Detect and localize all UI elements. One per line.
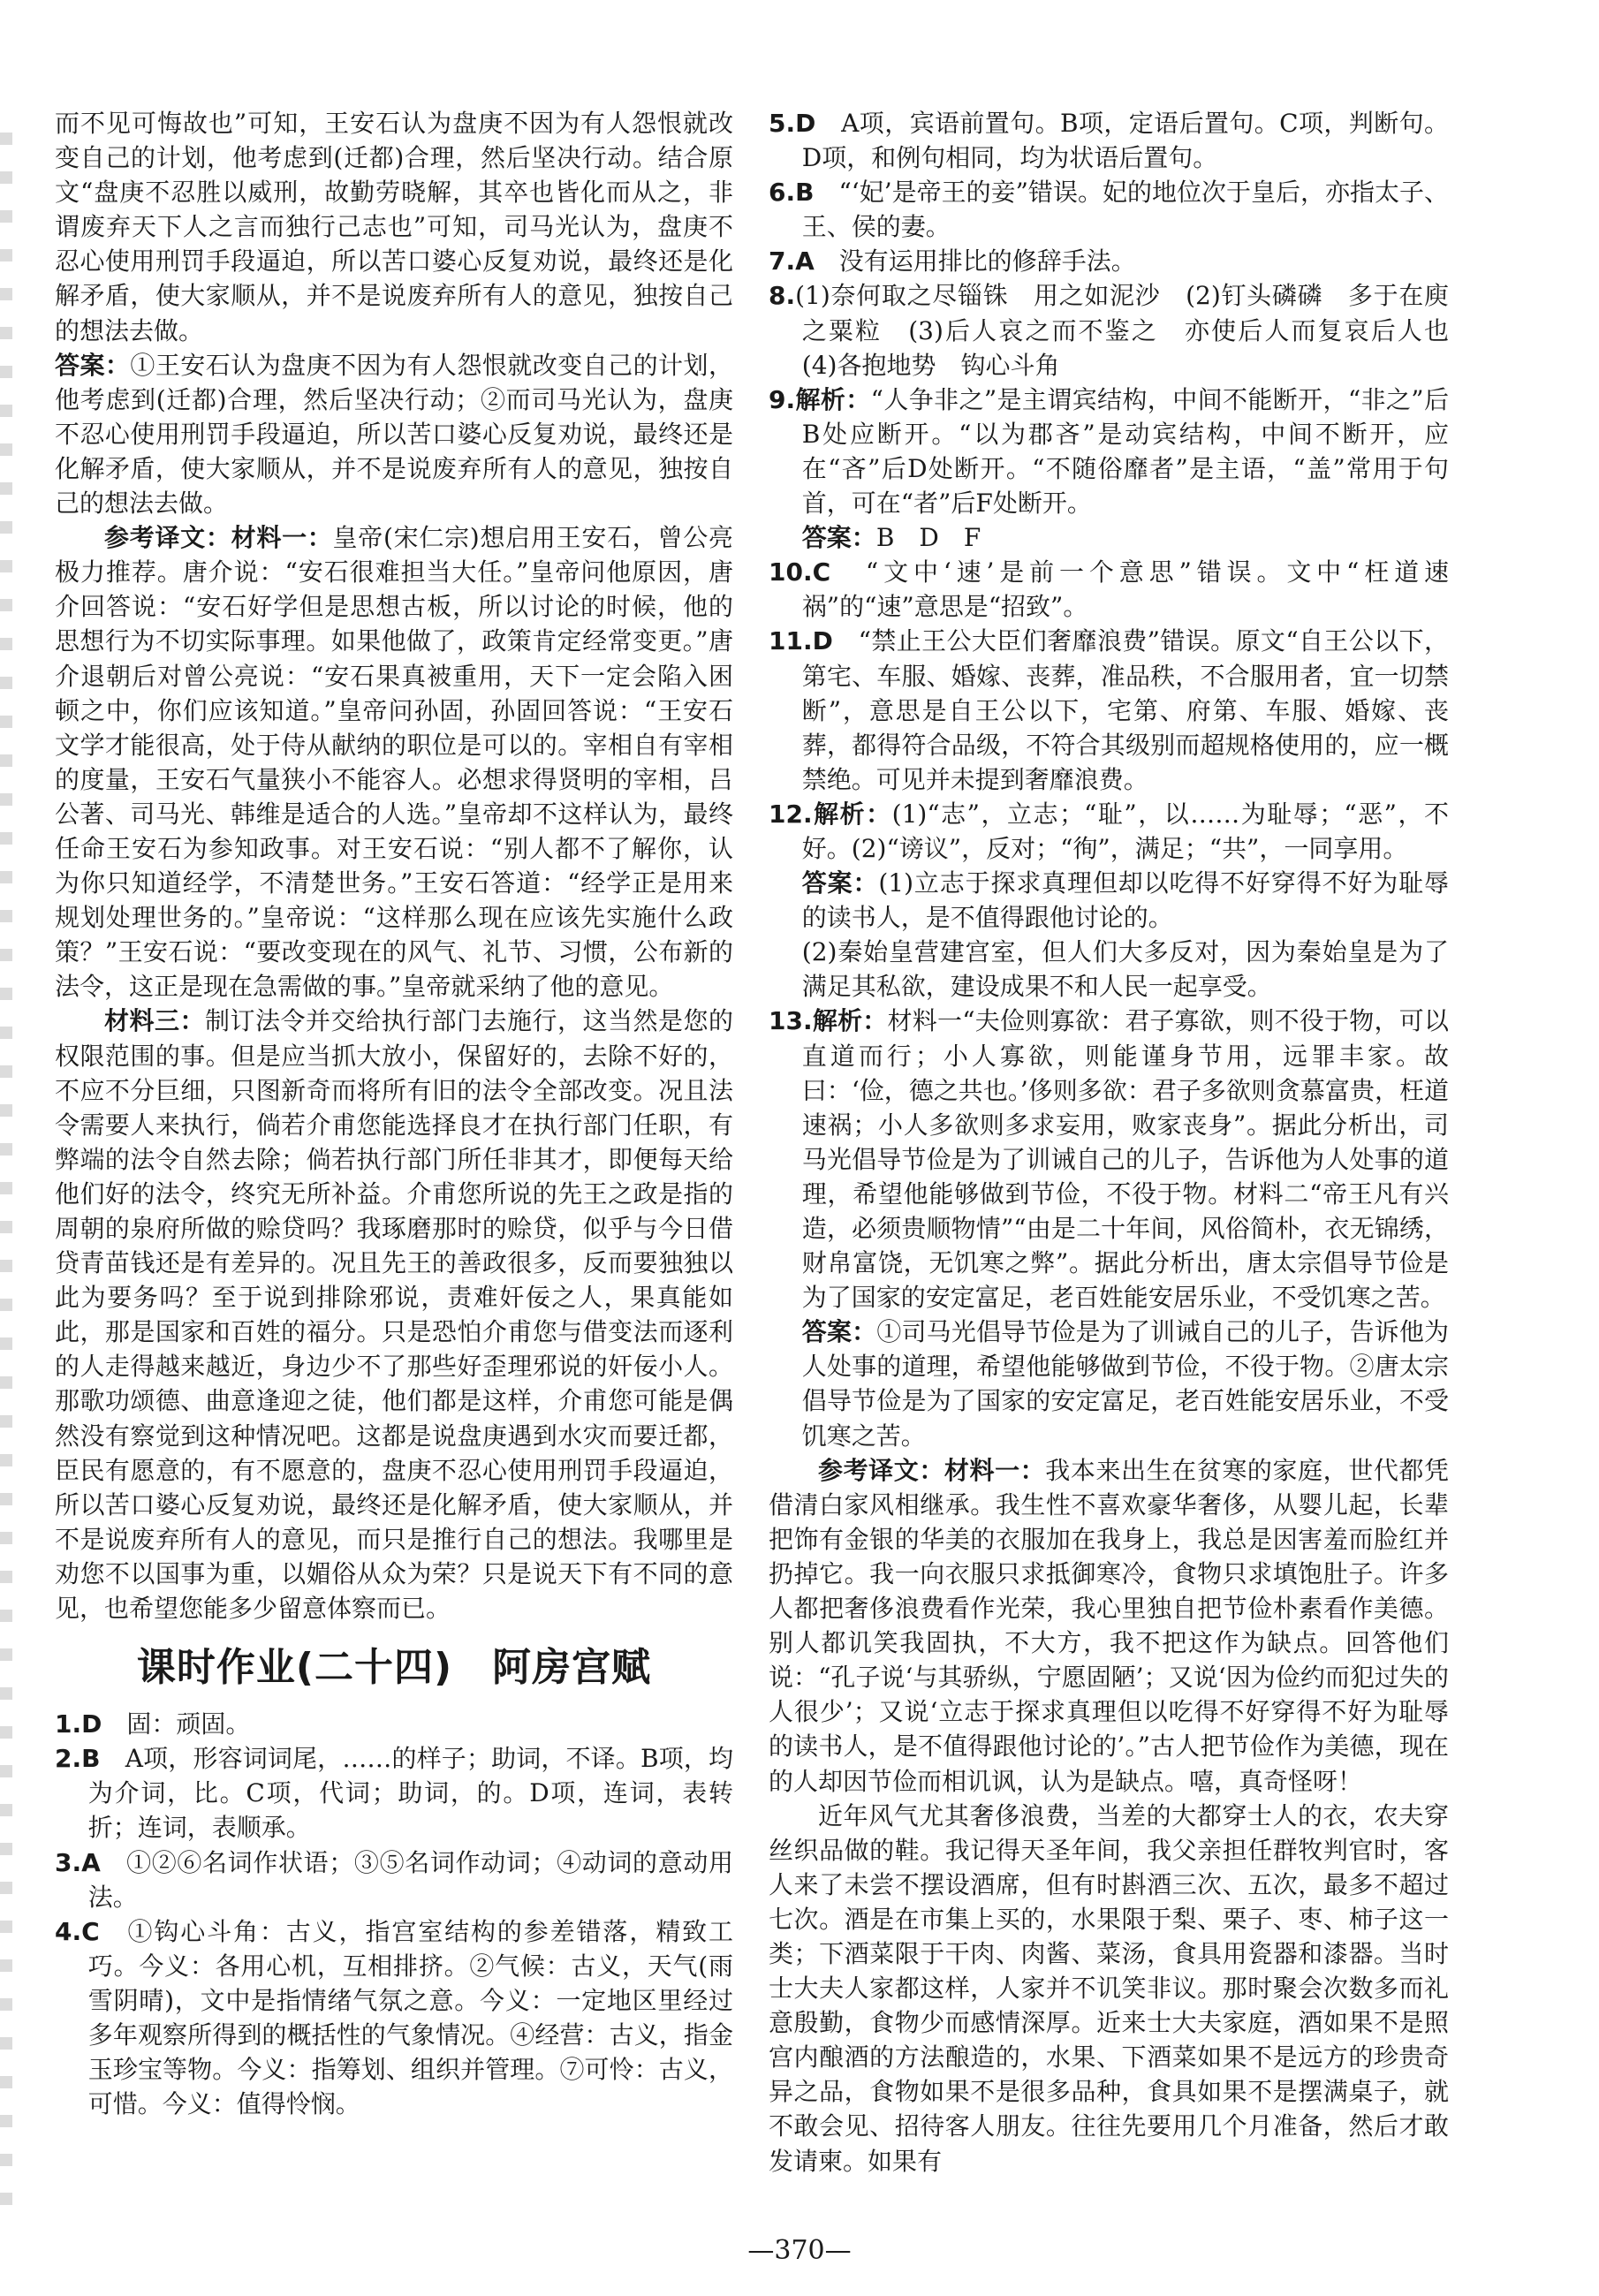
answer-label: 答案： — [801, 523, 876, 553]
question-item-6 — [769, 175, 1449, 244]
material3-label: 材料三： — [104, 1006, 205, 1036]
item-text: 固：顽固。 — [102, 1709, 251, 1739]
question-item-10 — [769, 555, 1449, 624]
analysis-label: 解析： — [795, 384, 871, 414]
item-text: “人争非之”是主谓宾结构，中间不能断开，“非之”后B处应断开。“以为郡吝”是动宾结构，中间不断开，应在“吝”后D处断开。“不随俗靡者”是主语，“盖”常用于句首，可在“者”后F处断开。 — [801, 384, 1449, 519]
item-text: 没有运用排比的修辞手法。 — [814, 246, 1136, 277]
item-number: 13. — [769, 1006, 813, 1036]
question-item — [55, 1845, 733, 1914]
answer-line — [769, 866, 1449, 935]
item-text: “‘妃’是帝王的妾”错误。妃的地位次于皇后，亦指太子、王、侯的妻。 — [801, 178, 1449, 242]
question-item-5 — [769, 106, 1449, 175]
item-number: 12. — [769, 799, 813, 829]
translation-text: 我本来出生在贫寒的家庭，世代都凭借清白家风相继承。我生性不喜欢豪华奢侈，从婴儿起，长辈把饰有金银的华美的衣服加在我身上，我总是因害羞而脸红并扔掉它。我一向衣服只求抵御寒冷，食物只求填饱肚子。许多人都把奢侈浪费看作光荣，我心里独自把节俭朴素看作美德。别人都讥笑我固执，不大方，我不把这作为缺点。回答他们说：“孔子说‘与其骄纵，宁愿固陋’；又说‘因为俭约而犯过失的人很少’；又说‘立志于探求真理但以吃得不好穿得不好为耻辱的读书人，是不值得跟他讨论的’。”古人把节俭作为美德，现在的人却因节俭而相讥讽，认为是缺点。嘻，真奇怪呀！ — [769, 1455, 1449, 1796]
answer-label: 答案： — [55, 350, 131, 380]
item-text: A项，形容词词尾，……的样子；助词，不译。B项，均为介词，比。C项，代词；助词，的。D项，连词，表转折；连词，表顺承。 — [87, 1744, 733, 1843]
item-number: 4.C — [55, 1916, 100, 1946]
item-text: ①钩心斗角：古义，指宫室结构的参差错落，精致工巧。今义：各用心机，互相排挤。②气候：古义，天气(雨雪阴晴)，文中是指情绪气氛之意。今义：一定地区里经过多年观察所得到的概括性的气象情况。④经营：古义，指金玉珍宝等物。今义：指筹划、组织并管理。⑦可怜：古义，可惜。今义：值得怜悯。 — [87, 1916, 733, 2119]
page-number: —370— — [747, 2235, 852, 2266]
left-column — [55, 106, 733, 2121]
question-item — [55, 1741, 733, 1845]
translation-text: 皇帝(宋仁宗)想启用王安石，曾公亮极力推荐。唐介说：“安石很难担当大任。”皇帝问他原因，唐介回答说：“安石好学但是思想古板，所以讨论的时候，他的思想行为不切实际事理。如果他做了，政策肯定经常变更。”唐介退朝后对曾公亮说：“安石果真被重用，天下一定会陷入困顿之中，你们应该知道。”皇帝问孙固，孙固回答说：“王安石文学才能很高，处于侍从献纳的职位是可以的。宰相自有宰相的度量，王安石气量狭小不能容人。必想求得贤明的宰相，吕公著、司马光、韩维是适合的人选。”皇帝却不这样认为，最终任命王安石为参知政事。对王安石说：“别人都不了解你，认为你只知道经学，不清楚世务。”王安石答道：“经学正是用来规划处理世务的。”皇帝说：“这样那么现在应该先实施什么政策？”王安石说：“要改变现在的风气、礼节、习惯，公布新的法令，这正是现在急需做的事。”皇帝就采纳了他的意见。 — [55, 523, 733, 1002]
material3-paragraph — [55, 1004, 733, 1625]
question-item — [55, 1707, 733, 1741]
question-item-7 — [769, 244, 1449, 278]
answer-label: 答案： — [801, 1317, 877, 1347]
question-item-8 — [769, 278, 1474, 382]
analysis-label: 解析： — [812, 1006, 888, 1036]
question-item-11 — [769, 624, 1449, 796]
item-number: 3.A — [55, 1847, 101, 1877]
item-number: 6.B — [769, 178, 815, 208]
item-number: 11.D — [769, 626, 833, 656]
question-item-13 — [769, 1004, 1449, 1315]
spine-shadow — [0, 106, 12, 2209]
item-text: (1)“志”，立志；“耻”，以……为耻辱；“恶”，不好。(2)“谤议”，反对；“徇”，满足；“共”，一同享用。 — [801, 799, 1449, 863]
item-number: 1.D — [55, 1709, 102, 1739]
answer-line — [769, 1315, 1449, 1452]
translation-paragraph-2: 近年风气尤其奢侈浪费，当差的大都穿士人的衣，农夫穿丝织品做的鞋。我记得天圣年间，我父亲担任群牧判官时，客人来了未尝不摆设酒席，但有时斟酒三次、五次，最多不超过七次。酒是在市集上买的，水果限于梨、栗子、枣、柿子这一类；下酒菜限于干肉、肉酱、菜汤，食具用瓷器和漆器。当时士大夫人家都这样，人家并不讥笑非议。那时聚会次数多而礼意殷勤，食物少而感情深厚。近来士大夫家庭，酒如果不是照宫内酿酒的方法酿造的，水果、下酒菜如果不是远方的珍贵奇异之品，食物如果不是很多品种，食具如果不是摆满桌子，就不敢会见、招待客人朋友。往往先要用几个月准备，然后才敢发请柬。如果有 — [769, 1800, 1449, 2176]
answer-line — [769, 520, 1449, 555]
material3-text: 制订法令并交给执行部门去施行，这当然是您的权限范围的事。但是应当抓大放小，保留好的，去除不好的，不应不分巨细，只图新奇而将所有旧的法令全部改变。况且法令需要人来执行，倘若介甫您能选择良才在执行部门任职，有弊端的法令自然去除；倘若执行部门所任非其才，即便每天给他们好的法令，终究无所补益。介甫您所说的先王之政是指的周朝的泉府所做的赊贷吗？我琢磨那时的赊贷，似乎与今日借贷青苗钱还是有差异的。况且先王的善政很多，反而要独独以此为要务吗？至于说到排除邪说，责难奸佞之人，果真能如此，那是国家和百姓的福分。只是恐怕介甫您与借变法而逐利的人走得越来越近，身边少不了那些好歪理邪说的奸佞小人。那歌功颂德、曲意逢迎之徒，他们都是这样，介甫您可能是偶然没有察觉到这种情况吧。这都是说盘庚遇到水灾而要迁都，臣民有愿意的，有不愿意的，盘庚不忍心使用刑罚手段逼迫，所以苦口婆心反复劝说，最终还是化解矛盾，使大家顺从，并不是说废弃所有人的意见，而只是推行自己的想法。我哪里是劝您不以国事为重，以媚俗从众为荣？只是说天下有不同的意见，也希望您能多少留意体察而已。 — [55, 1006, 733, 1624]
answer-text: B D F — [875, 523, 981, 553]
analysis-label: 解析： — [812, 799, 892, 829]
item-text: “文中‘速’是前一个意思”错误。文中“枉道速祸”的“速”意思是“招致”。 — [801, 557, 1449, 622]
question-item-9 — [769, 383, 1449, 520]
analysis-paragraph: 而不见可悔故也”可知，王安石认为盘庚不因为有人怨恨就改变自己的计划，他考虑到(迁都)合理，然后坚决行动。结合原文“盘庚不忍胜以威刑，故勤劳晓解，其卒也皆化而从之，非谓废弃天下人之言而独行己志也”可知，司马光认为，盘庚不忍心使用刑罚手段逼迫，所以苦口婆心反复劝说，最终还是化解矛盾，使大家顺从，并不是说废弃所有人的意见，独按自己的想法去做。 — [55, 109, 733, 345]
section-title: 课时作业(二十四) 阿房宫赋 — [136, 1645, 652, 1691]
item-number: 8. — [769, 281, 796, 311]
item-number: 7.A — [769, 246, 815, 277]
translation-label: 参考译文：材料一： — [104, 523, 333, 553]
item-number: 2.B — [55, 1744, 101, 1774]
right-column — [769, 106, 1474, 2179]
answer-line-2: (2)秦始皇营建宫室，但人们大多反对，因为秦始皇是为了满足其私欲，建设成果不和人民一起享受。 — [801, 937, 1449, 1002]
item-number: 10.C — [769, 557, 831, 587]
translation-label: 参考译文：材料一： — [818, 1455, 1046, 1485]
item-text: 材料一“夫俭则寡欲：君子寡欲，则不役于物，可以直道而行；小人寡欲，则能谨身节用，远罪丰家。故曰：‘俭，德之共也。’侈则多欲：君子多欲则贪慕富贵，枉道速祸；小人多欲则多求妄用，败家丧身”。据此分析出，司马光倡导节俭是为了训诫自己的儿子，告诉他为人处事的道理，希望他能够做到节俭，不役于物。材料二“帝王凡有兴造，必须贵顺物情”“由是二十年间，风俗简朴，衣无锦绣，财帛富饶，无饥寒之弊”。据此分析出，唐太宗倡导节俭是为了国家的安定富足，老百姓能安居乐业，不受饥寒之苦。 — [801, 1006, 1449, 1313]
translation-paragraph — [55, 520, 733, 1004]
item-text: ①②⑥名词作状语；③⑤名词作动词；④动词的意动用法。 — [87, 1847, 733, 1912]
answer-label: 答案： — [801, 868, 879, 898]
answer-paragraph — [55, 348, 733, 520]
translation-paragraph — [769, 1453, 1449, 1799]
question-item — [55, 1914, 733, 2122]
item-text: “禁止王公大臣们奢靡浪费”错误。原文“自王公以下，第宅、车服、婚嫁、丧葬，准品秩，不合服用者，宜一切禁断”，意思是自王公以下，宅第、府第、车服、婚嫁、丧葬，都得符合品级，不符合其级别而超规格使用的，应一概禁绝。可见并未提到奢靡浪费。 — [801, 626, 1449, 794]
answer-text: ①司马光倡导节俭是为了训诫自己的儿子，告诉他为人处事的道理，希望他能够做到节俭，不役于物。②唐太宗倡导节俭是为了国家的安定富足，老百姓能安居乐业，不受饥寒之苦。 — [801, 1317, 1449, 1451]
item-text: (1)奈何取之尽锱铢 用之如泥沙 (2)钉头磷磷 多于在庾之粟粒 (3)后人哀之而不鉴之 亦使后人而复哀后人也 (4)各抱地势 钩心斗角 — [795, 281, 1474, 380]
item-number: 5.D — [769, 109, 816, 138]
item-text: A项，宾语前置句。B项，定语后置句。C项，判断句。D项，和例句相同，均为状语后置句。 — [801, 109, 1449, 173]
question-item-12 — [769, 797, 1449, 866]
answer-text: ①王安石认为盘庚不因为有人怨恨就改变自己的计划，他考虑到(迁都)合理，然后坚决行动；②而司马光认为，盘庚不忍心使用刑罚手段逼迫，所以苦口婆心反复劝说，最终还是化解矛盾，使大家顺从，并不是说废弃所有人的意见，独按自己的想法去做。 — [55, 350, 733, 519]
item-number: 9. — [769, 384, 796, 414]
answer-text: (1)立志于探求真理但却以吃得不好穿得不好为耻辱的读书人，是不值得跟他讨论的。 — [801, 868, 1449, 933]
